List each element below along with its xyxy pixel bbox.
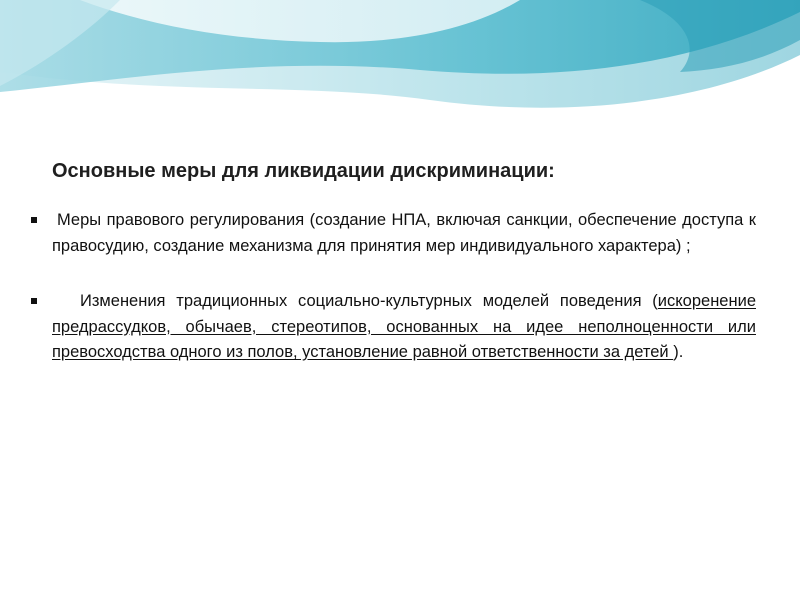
bullet-text-underlined: искоренение предрассудков, обычаев, стереотипов, основанных на идее неполноценности или превосходства одного из полов, установление равной ответственности за детей (52, 292, 756, 361)
square-bullet-icon (31, 298, 37, 304)
list-item-legal-regulation (52, 208, 756, 259)
decorative-wave-header (0, 0, 800, 140)
bullet-text-prefix: Изменения традиционных социально-культурных моделей поведения ( (80, 292, 658, 310)
square-bullet-icon (31, 217, 37, 223)
measures-list (52, 208, 756, 366)
bullet-text: Меры правового регулирования (создание НПА, включая санкции, обеспечение доступа к правосудию, создание механизма для принятия мер индивидуального характера) ; (52, 211, 756, 255)
slide-title: Основные меры для ликвидации дискриминации: (52, 160, 555, 182)
bullet-text-suffix: ). (673, 343, 684, 361)
list-item-sociocultural-change (52, 289, 756, 366)
